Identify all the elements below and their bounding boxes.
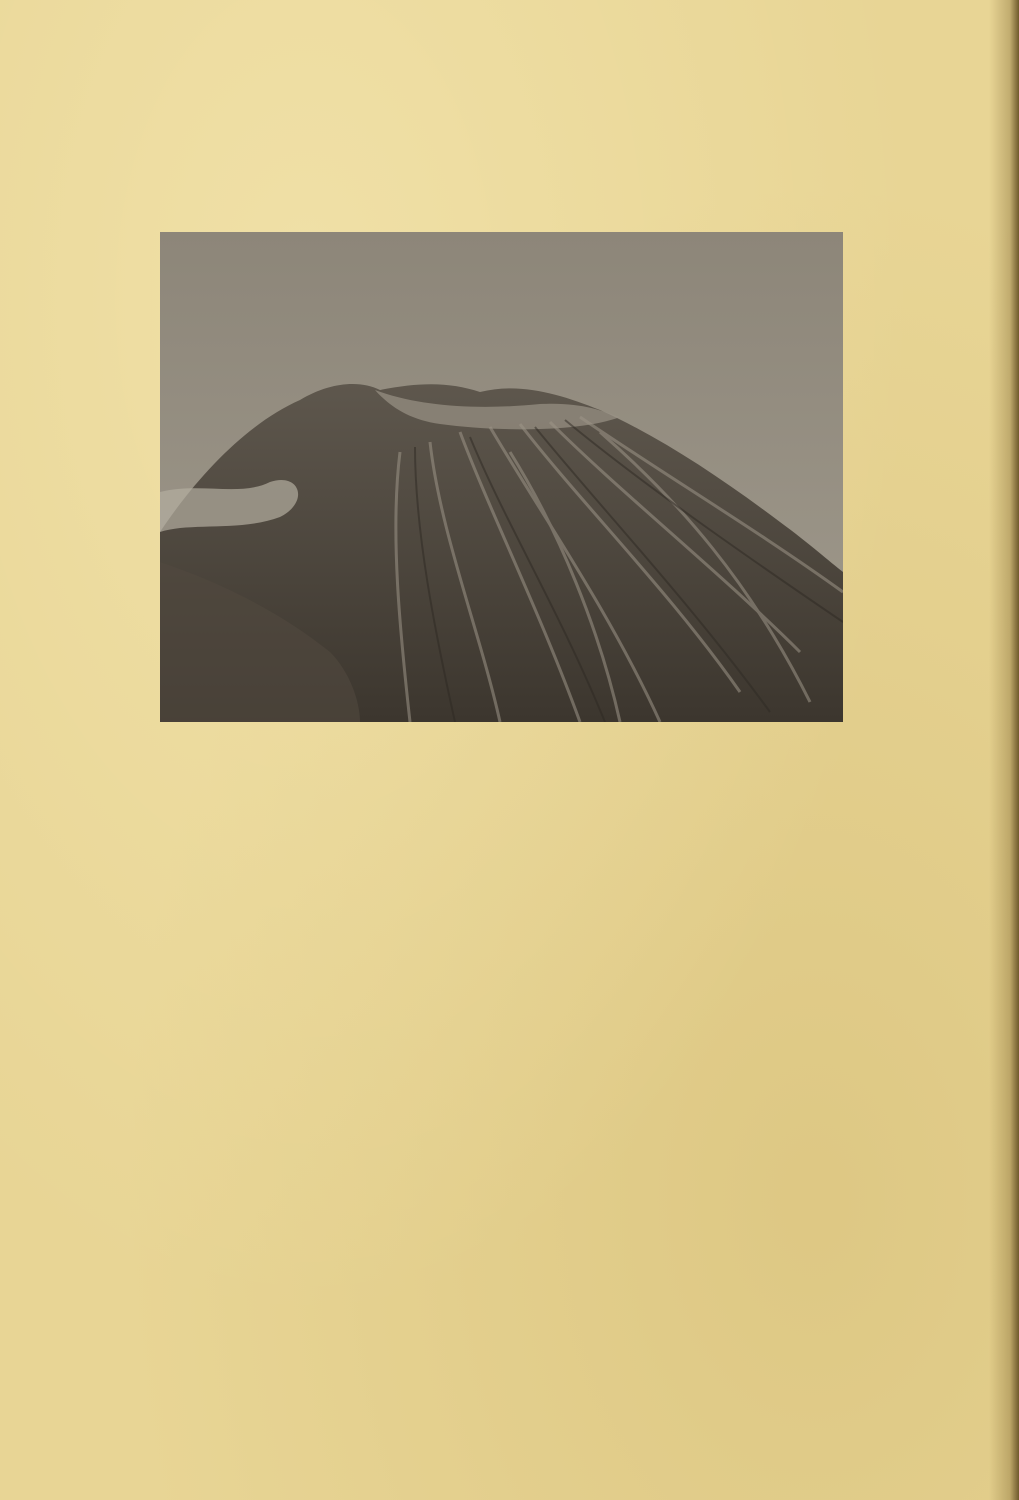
volcano-illustration [160,232,843,722]
page-edge-shadow [989,0,1019,1500]
vesuvius-photo [160,232,843,722]
